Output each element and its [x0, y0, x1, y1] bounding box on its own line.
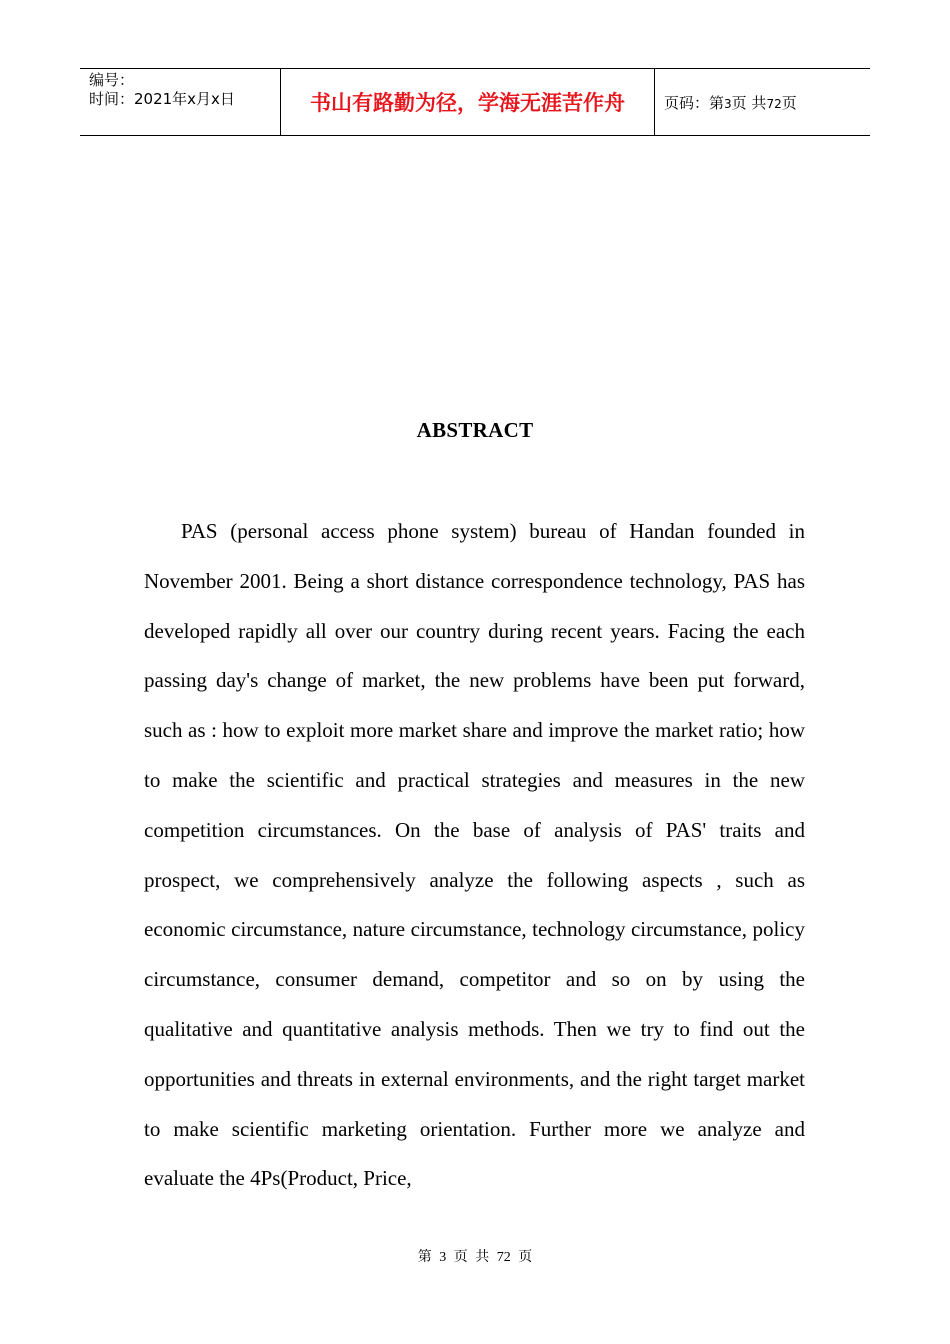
footer-ye: 页	[453, 1250, 468, 1265]
header-motto-cell	[281, 69, 655, 135]
page-current-number: 3	[724, 96, 732, 111]
header-motto: 书山有路勤为径，学海无涯苦作舟	[310, 91, 625, 115]
abstract-title: ABSTRACT	[416, 418, 534, 442]
page-suffix: 页	[781, 93, 797, 112]
header-page-cell	[655, 69, 870, 135]
header-meta-cell	[80, 69, 281, 135]
abstract-paragraph: PAS (personal access phone system) bureau of Handan founded in November 2001. Being a short distance correspondence technology, PAS has developed rapidly all over our country during recent years. Facing the each passing day's change of market, the new problems have been put forward, such as : how to exploit more market share and improve the market ratio; how to make the scientific and practical strategies and measures in the new competition circumstances. On the base of analysis of PAS' traits and prospect, we comprehensively analyze the following aspects , such as economic circumstance, nature circumstance, technology circumstance, policy circumstance, consumer demand, competitor and so on by using the qualitative and quantitative analysis methods. Then we try to find out the opportunities and threats in external environments, and the right target market to make scientific marketing orientation. Further more we analyze and evaluate the 4Ps(Product, Price,	[144, 519, 805, 1191]
document-number-label: 编号：	[89, 71, 135, 89]
page-prefix: 页码：第	[664, 93, 725, 112]
document-time-label: 时间：2021年x月x日	[89, 90, 235, 108]
footer-total-pages: 72	[496, 1250, 511, 1265]
page-footer	[0, 1246, 950, 1266]
footer-ye2: 页	[518, 1250, 533, 1265]
footer-di: 第	[417, 1250, 432, 1265]
page-header	[80, 68, 870, 136]
header-page-indicator	[664, 92, 870, 113]
page-mid: 页 共	[731, 93, 767, 112]
page-total-number: 72	[766, 96, 782, 111]
footer-current-page: 3	[439, 1250, 447, 1265]
footer-gong: 共	[475, 1250, 490, 1265]
